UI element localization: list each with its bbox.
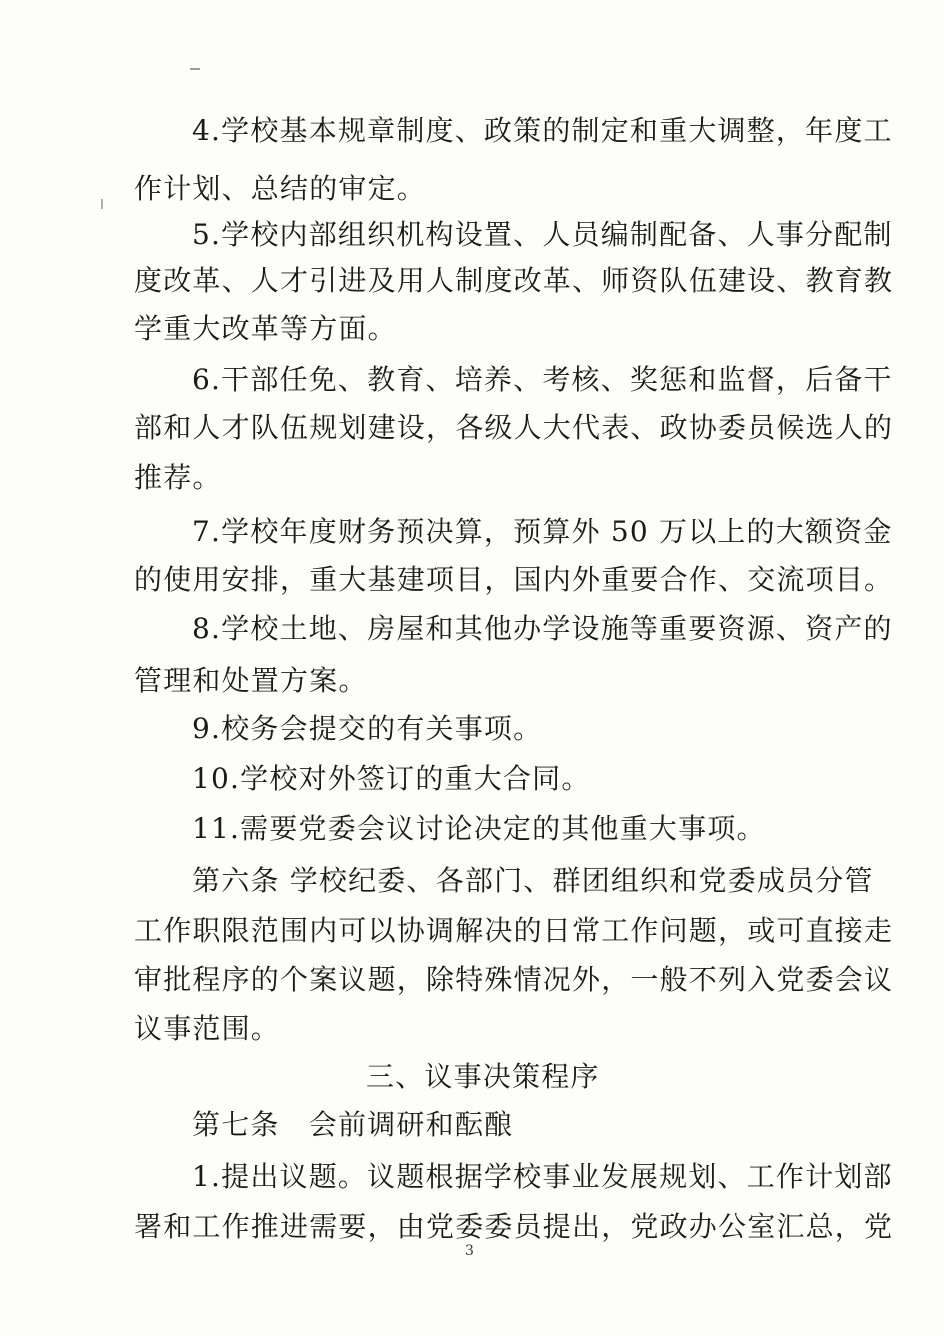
text-line: 推荐。 (134, 461, 222, 494)
text-line: 1.提出议题。议题根据学校事业发展规划、工作计划部 (192, 1160, 893, 1193)
text-line: 11.需要党委会议讨论决定的其他重大事项。 (192, 812, 766, 845)
text-line: 管理和处置方案。 (134, 664, 368, 697)
text-line: 学重大改革等方面。 (134, 312, 397, 345)
text-line: 5.学校内部组织机构设置、人员编制配备、人事分配制 (192, 218, 893, 251)
text-line: 的使用安排，重大基建项目，国内外重要合作、交流项目。 (134, 563, 894, 596)
text-line: 审批程序的个案议题，除特殊情况外，一般不列入党委会议 (134, 963, 894, 996)
text-line: 议事范围。 (134, 1012, 281, 1045)
text-line: 7.学校年度财务预决算，预算外 50 万以上的大额资金 (192, 515, 893, 548)
text-line: 10.学校对外签订的重大合同。 (192, 762, 591, 795)
page-number: 3 (465, 1243, 474, 1259)
text-line: 署和工作推进需要，由党委委员提出，党政办公室汇总，党 (134, 1210, 894, 1243)
scan-mark (101, 199, 103, 209)
text-line: 度改革、人才引进及用人制度改革、师资队伍建设、教育教 (134, 264, 894, 297)
article-heading: 第七条 会前调研和酝酿 (192, 1108, 514, 1141)
text-line: 工作职限范围内可以协调解决的日常工作问题，或可直接走 (134, 914, 894, 947)
text-line: 作计划、总结的审定。 (134, 172, 427, 205)
text-line: 部和人才队伍规划建设，各级人大代表、政协委员候选人的 (134, 411, 894, 444)
text-line: 4.学校基本规章制度、政策的制定和重大调整，年度工 (192, 114, 893, 147)
text-line: 8.学校土地、房屋和其他办学设施等重要资源、资产的 (192, 612, 893, 645)
section-heading: 三、议事决策程序 (366, 1060, 600, 1093)
text-line: 9.校务会提交的有关事项。 (192, 712, 543, 745)
text-line: 第六条 学校纪委、各部门、群团组织和党委成员分管 (192, 864, 874, 897)
text-line: 6.干部任免、教育、培养、考核、奖惩和监督，后备干 (192, 363, 893, 396)
scan-mark (190, 68, 200, 70)
